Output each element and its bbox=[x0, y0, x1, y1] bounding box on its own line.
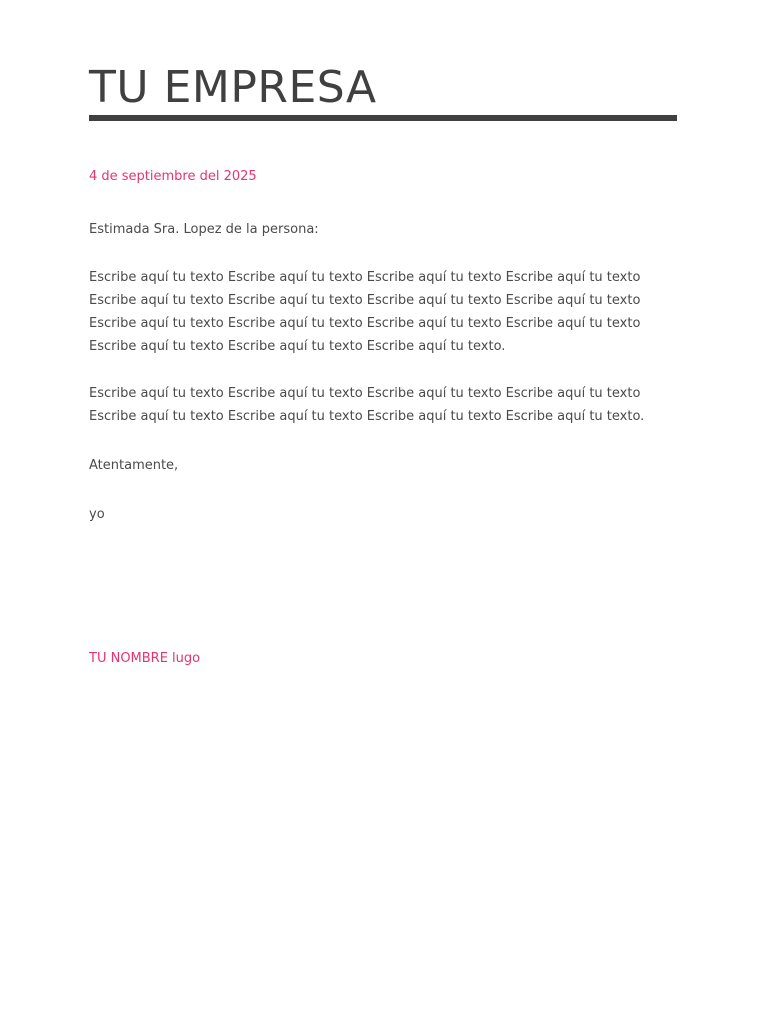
body-paragraph-2: Escribe aquí tu texto Escribe aquí tu texto Escribe aquí tu texto Escribe aquí tu texto Escribe aquí tu texto Escribe aquí tu texto Escribe aquí tu texto Escribe aquí tu texto. bbox=[89, 386, 645, 424]
letter-date: 4 de septiembre del 2025 bbox=[89, 169, 257, 184]
closing: Atentamente, bbox=[89, 458, 179, 473]
signer: yo bbox=[89, 507, 105, 522]
salutation: Estimada Sra. Lopez de la persona: bbox=[89, 222, 319, 237]
body-paragraph-1: Escribe aquí tu texto Escribe aquí tu texto Escribe aquí tu texto Escribe aquí tu texto Escribe aquí tu texto Escribe aquí tu texto Escribe aquí tu texto Escribe aquí tu texto Escribe aquí tu texto Escribe aquí tu texto Escribe aquí tu texto Escribe aquí tu texto Escribe aquí tu texto Escribe aquí tu texto Escribe aquí tu texto. bbox=[89, 270, 641, 354]
company-title: TU EMPRESA bbox=[89, 62, 377, 113]
title-divider bbox=[89, 115, 677, 121]
signer-name: TU NOMBRE lugo bbox=[89, 651, 201, 666]
